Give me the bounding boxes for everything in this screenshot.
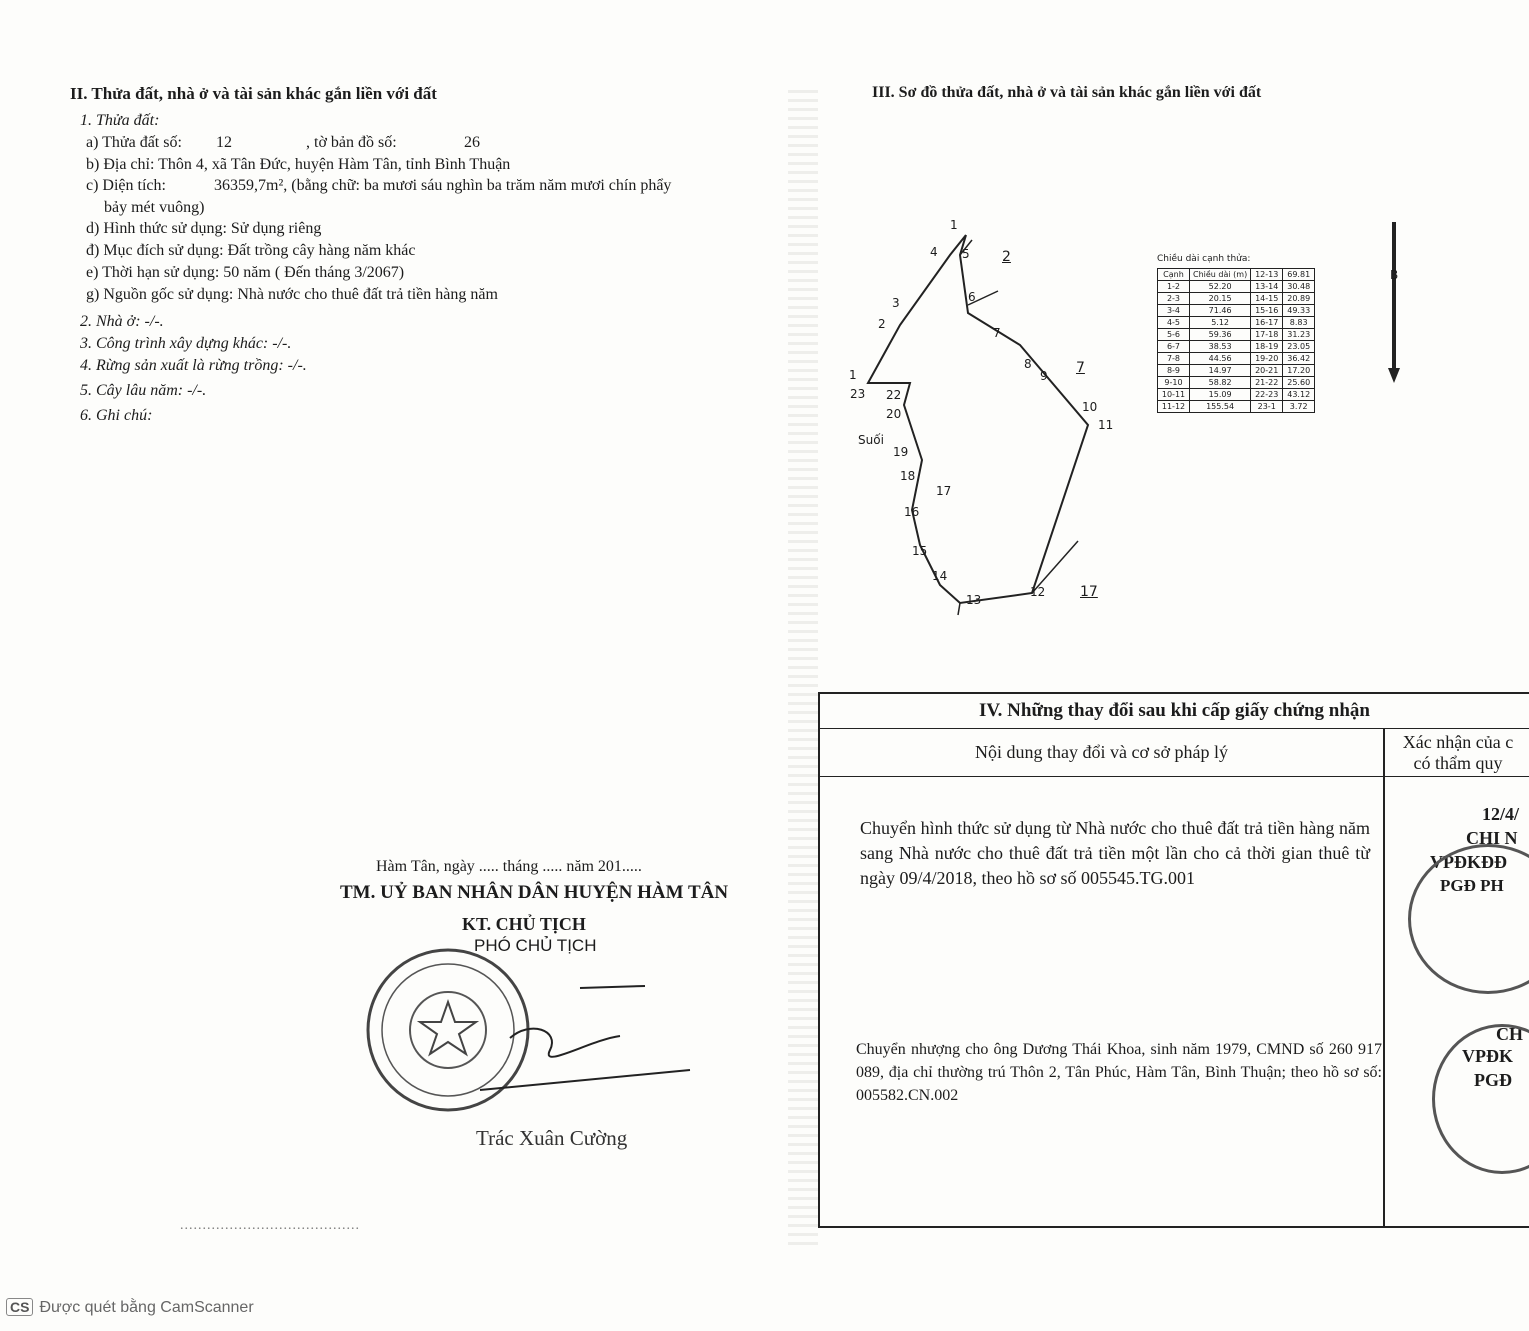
item6-notes: 6. Ghi chú: <box>80 407 153 424</box>
section-iii-title: III. Sơ đồ thửa đất, nhà ở và tài sản khác gắn liền với đất <box>872 84 1262 101</box>
change-entry-1: Chuyển hình thức sử dụng từ Nhà nước cho thuê đất trả tiền hàng năm sang Nhà nước cho thuê đất trả tiền một lần cho cả thời gian thuê từ ngày 09/4/2018, theo hồ sơ số 005545.TG.001 <box>860 818 1370 888</box>
table-cell: 43.12 <box>1283 389 1315 401</box>
address-line: b) Địa chỉ: Thôn 4, xã Tân Đức, huyện Hàm Tân, tỉnh Bình Thuận <box>86 156 511 173</box>
section-iv-title: IV. Những thay đổi sau khi cấp giấy chứng nhận <box>820 694 1529 729</box>
point-label-18: 18 <box>900 469 916 483</box>
usage-term: e) Thời hạn sử dụng: 50 năm ( Đến tháng 3/2067) <box>86 264 405 281</box>
column-header-content: Nội dung thay đổi và cơ sở pháp lý <box>820 729 1383 777</box>
table-cell: 6-7 <box>1158 341 1190 353</box>
table-cell: 8-9 <box>1158 365 1190 377</box>
point-label-1b: 1 <box>849 368 857 382</box>
table-cell: 15-16 <box>1251 305 1283 317</box>
table-cell: 22-23 <box>1251 389 1283 401</box>
column-divider <box>1383 729 1385 1228</box>
footer-dotted-line: ........................................ <box>180 1218 360 1233</box>
table-cell: 9-10 <box>1158 377 1190 389</box>
neighbor-label-17: 17 <box>1080 584 1098 600</box>
point-label-9: 9 <box>1040 369 1048 383</box>
table-cell: 3.72 <box>1283 401 1315 413</box>
point-label-22: 22 <box>886 388 902 402</box>
table-cell: 11-12 <box>1158 401 1190 413</box>
area-value: 36359,7m², (bằng chữ: ba mươi sáu nghìn ba trăm năm mươi chín phẩy <box>214 177 672 194</box>
camscanner-logo-icon: CS <box>6 1298 33 1316</box>
confirm-2-seal <box>1432 1024 1529 1174</box>
edge-lengths-table <box>1157 268 1315 413</box>
table-cell: 36.42 <box>1283 353 1315 365</box>
confirm-1-date: 12/4/ <box>1482 804 1520 824</box>
neighbor-label-2: 2 <box>1002 249 1011 265</box>
confirm-1-office: VPĐKĐĐ <box>1430 852 1507 872</box>
area-label: c) Diện tích: <box>86 177 166 194</box>
kt-chairman: KT. CHỦ TỊCH <box>462 914 586 934</box>
table-cell: 23.05 <box>1283 341 1315 353</box>
table-cell: 7-8 <box>1158 353 1190 365</box>
table-row <box>1158 389 1315 401</box>
table-row <box>1158 365 1315 377</box>
confirm-2-office: VPĐK <box>1462 1046 1513 1066</box>
table-cell: 19-20 <box>1251 353 1283 365</box>
table-cell: Cạnh <box>1158 269 1190 281</box>
compass-letter: B <box>1390 268 1399 282</box>
page-gutter <box>788 90 818 1250</box>
table-cell: 71.46 <box>1190 305 1251 317</box>
north-arrow-icon <box>1382 218 1406 383</box>
table-cell: 58.82 <box>1190 377 1251 389</box>
table-cell: 14.97 <box>1190 365 1251 377</box>
section-ii-title: II. Thửa đất, nhà ở và tài sản khác gắn liền với đất <box>70 84 437 103</box>
table-cell: 18-19 <box>1251 341 1283 353</box>
table-cell: 3-4 <box>1158 305 1190 317</box>
table-cell: 59.36 <box>1190 329 1251 341</box>
table-row <box>1158 305 1315 317</box>
stream-label: Suối <box>858 433 884 447</box>
table-cell: 31.23 <box>1283 329 1315 341</box>
point-label-17: 17 <box>936 484 952 498</box>
edge-lengths-title: Chiều dài cạnh thửa: <box>1157 254 1251 264</box>
point-label-19: 19 <box>893 445 909 459</box>
usage-origin: g) Nguồn gốc sử dụng: Nhà nước cho thuê đất trả tiền hàng năm <box>86 286 498 303</box>
confirm-header-line1: Xác nhận của c <box>1402 732 1514 752</box>
scanner-footer-text: Được quét bằng CamScanner <box>39 1299 254 1316</box>
point-label-20: 20 <box>886 407 902 421</box>
point-label-13: 13 <box>966 593 982 607</box>
signer-name: Trác Xuân Cường <box>476 1126 628 1150</box>
parcel-number-value: 12 <box>216 134 232 151</box>
item3-construction: 3. Công trình xây dựng khác: -/-. <box>80 335 292 352</box>
parcel-number-label: a) Thửa đất số: <box>86 134 182 151</box>
table-cell: 52.20 <box>1190 281 1251 293</box>
table-cell: 1-2 <box>1158 281 1190 293</box>
change-entry-2: Chuyển nhượng cho ông Dương Thái Khoa, sinh năm 1979, CMND số 260 917 089, địa chỉ thường trú Thôn 2, Tân Phúc, Hàm Tân, Bình Thuận; theo hồ sơ số: 005582.CN.002 <box>856 1041 1382 1104</box>
usage-purpose: đ) Mục đích sử dụng: Đất trồng cây hàng năm khác <box>86 242 416 259</box>
confirm-1-seal <box>1408 844 1529 994</box>
official-seal-and-signature <box>360 940 700 1130</box>
area-words-cont: bảy mét vuông) <box>104 199 205 216</box>
table-cell: 12-13 <box>1251 269 1283 281</box>
table-row <box>1158 353 1315 365</box>
point-label-3: 3 <box>892 296 900 310</box>
table-cell: 155.54 <box>1190 401 1251 413</box>
point-label-2: 2 <box>878 317 886 331</box>
table-cell: 17.20 <box>1283 365 1315 377</box>
table-row <box>1158 377 1315 389</box>
vice-chairman: PHÓ CHỦ TỊCH <box>474 936 597 955</box>
confirm-2-branch: CH <box>1496 1024 1523 1044</box>
table-cell: 13-14 <box>1251 281 1283 293</box>
table-cell: 4-5 <box>1158 317 1190 329</box>
table-cell: 23-1 <box>1251 401 1283 413</box>
parcel-diagram <box>840 215 1140 625</box>
confirm-header-line2: có thẩm quy <box>1413 753 1503 773</box>
table-cell: 17-18 <box>1251 329 1283 341</box>
item4-forest: 4. Rừng sản xuất là rừng trồng: -/-. <box>80 357 307 374</box>
table-cell: 20.89 <box>1283 293 1315 305</box>
table-cell: 44.56 <box>1190 353 1251 365</box>
map-sheet-label: , tờ bản đồ số: <box>306 134 397 151</box>
item2-house: 2. Nhà ở: -/-. <box>80 313 164 330</box>
table-row <box>1158 317 1315 329</box>
point-label-12: 12 <box>1030 585 1046 599</box>
point-label-4: 4 <box>930 245 938 259</box>
point-label-1: 1 <box>950 218 958 232</box>
item1-title: 1. Thửa đất: <box>80 112 160 129</box>
issue-date-line: Hàm Tân, ngày ..... tháng ..... năm 201..... <box>376 858 642 875</box>
table-cell: 15.09 <box>1190 389 1251 401</box>
table-cell: 16-17 <box>1251 317 1283 329</box>
neighbor-label-7: 7 <box>1076 360 1085 376</box>
table-cell: 14-15 <box>1251 293 1283 305</box>
table-cell: 2-3 <box>1158 293 1190 305</box>
table-cell: 69.81 <box>1283 269 1315 281</box>
table-cell: 20-21 <box>1251 365 1283 377</box>
table-cell: Chiều dài (m) <box>1190 269 1251 281</box>
table-row <box>1158 341 1315 353</box>
point-label-16: 16 <box>904 505 920 519</box>
confirm-2-deputy: PGĐ <box>1474 1070 1512 1090</box>
table-row <box>1158 293 1315 305</box>
table-row <box>1158 269 1315 281</box>
point-label-8: 8 <box>1024 357 1032 371</box>
table-row <box>1158 329 1315 341</box>
point-label-23: 23 <box>850 387 866 401</box>
table-cell: 38.53 <box>1190 341 1251 353</box>
map-sheet-value: 26 <box>464 134 480 151</box>
table-cell: 8.83 <box>1283 317 1315 329</box>
point-label-14: 14 <box>932 569 948 583</box>
table-cell: 21-22 <box>1251 377 1283 389</box>
table-cell: 25.60 <box>1283 377 1315 389</box>
scanner-footer <box>6 1298 254 1317</box>
point-label-15: 15 <box>912 544 928 558</box>
table-cell: 20.15 <box>1190 293 1251 305</box>
table-cell: 5.12 <box>1190 317 1251 329</box>
column-header-confirmation <box>1385 729 1529 777</box>
table-cell: 10-11 <box>1158 389 1190 401</box>
point-label-5: 5 <box>962 247 970 261</box>
table-cell: 49.33 <box>1283 305 1315 317</box>
confirm-1-branch: CHI N <box>1466 828 1518 848</box>
table-cell: 5-6 <box>1158 329 1190 341</box>
item5-perennial: 5. Cây lâu năm: -/-. <box>80 382 207 399</box>
point-label-7: 7 <box>993 326 1001 340</box>
table-row <box>1158 281 1315 293</box>
point-label-11: 11 <box>1098 418 1114 432</box>
changes-table <box>818 692 1529 1228</box>
point-label-10: 10 <box>1082 400 1098 414</box>
confirm-1-deputy: PGĐ PH <box>1440 876 1504 895</box>
issuing-org: TM. UỶ BAN NHÂN DÂN HUYỆN HÀM TÂN <box>340 882 729 903</box>
table-row <box>1158 401 1315 413</box>
usage-form: d) Hình thức sử dụng: Sử dụng riêng <box>86 220 322 237</box>
point-label-6: 6 <box>968 290 976 304</box>
table-cell: 30.48 <box>1283 281 1315 293</box>
